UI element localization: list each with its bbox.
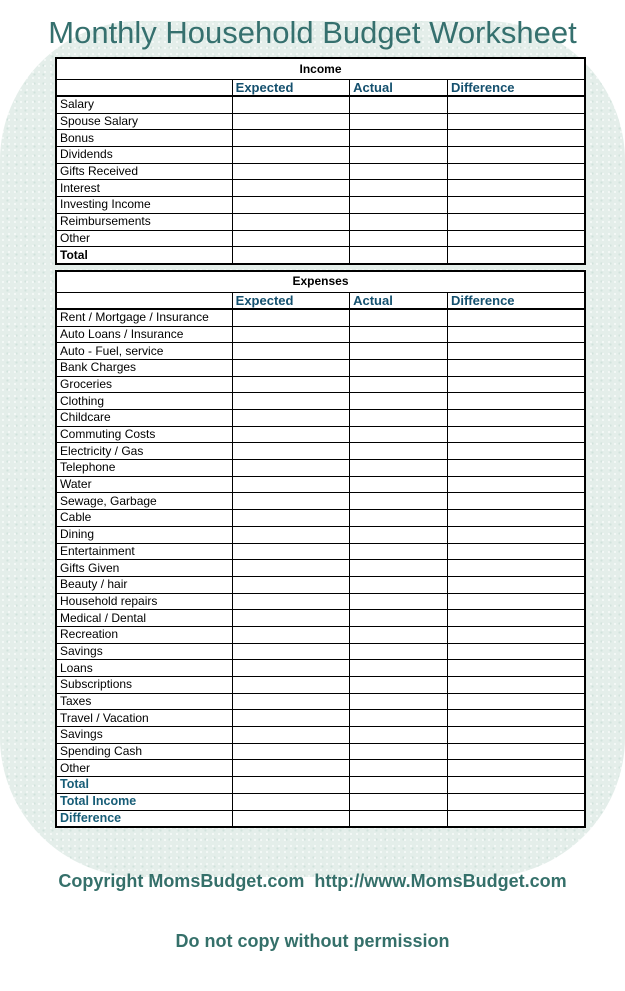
table-row bbox=[56, 376, 585, 393]
value-cell bbox=[447, 493, 585, 510]
row-label: Water bbox=[56, 476, 232, 493]
value-cell bbox=[232, 130, 349, 147]
value-cell bbox=[232, 213, 349, 230]
row-label: Commuting Costs bbox=[56, 426, 232, 443]
value-cell bbox=[350, 376, 448, 393]
value-cell bbox=[232, 493, 349, 510]
value-cell bbox=[447, 643, 585, 660]
row-label: Cable bbox=[56, 510, 232, 527]
value-cell bbox=[350, 343, 448, 360]
value-cell bbox=[232, 197, 349, 214]
value-cell bbox=[447, 147, 585, 164]
value-cell bbox=[350, 163, 448, 180]
value-cell bbox=[350, 793, 448, 810]
value-cell bbox=[232, 247, 349, 264]
value-cell bbox=[232, 643, 349, 660]
table-row bbox=[56, 426, 585, 443]
value-cell bbox=[350, 180, 448, 197]
table-row bbox=[56, 560, 585, 577]
table-row bbox=[56, 343, 585, 360]
table-row bbox=[56, 777, 585, 794]
value-cell bbox=[447, 180, 585, 197]
value-cell bbox=[447, 743, 585, 760]
value-cell bbox=[447, 309, 585, 326]
table-row bbox=[56, 230, 585, 247]
row-label: Spending Cash bbox=[56, 743, 232, 760]
value-cell bbox=[447, 727, 585, 744]
table-row bbox=[56, 543, 585, 560]
value-cell bbox=[350, 593, 448, 610]
row-label: Medical / Dental bbox=[56, 610, 232, 627]
row-label: Loans bbox=[56, 660, 232, 677]
value-cell bbox=[232, 677, 349, 694]
table-row bbox=[56, 247, 585, 264]
copyright-line: Copyright MomsBudget.com http://www.MomsBudget.com bbox=[58, 871, 567, 892]
table-row bbox=[56, 810, 585, 827]
value-cell bbox=[232, 710, 349, 727]
row-label: Total bbox=[56, 777, 232, 794]
value-cell bbox=[350, 777, 448, 794]
row-label: Subscriptions bbox=[56, 677, 232, 694]
value-cell bbox=[447, 476, 585, 493]
value-cell bbox=[232, 576, 349, 593]
value-cell bbox=[350, 426, 448, 443]
row-label: Bonus bbox=[56, 130, 232, 147]
row-label: Childcare bbox=[56, 410, 232, 427]
row-label: Telephone bbox=[56, 460, 232, 477]
row-label: Gifts Received bbox=[56, 163, 232, 180]
value-cell bbox=[350, 727, 448, 744]
row-label: Interest bbox=[56, 180, 232, 197]
permission-line: Do not copy without permission bbox=[175, 931, 450, 952]
value-cell bbox=[350, 309, 448, 326]
value-cell bbox=[447, 460, 585, 477]
row-label: Entertainment bbox=[56, 543, 232, 560]
value-cell bbox=[447, 326, 585, 343]
worksheet-page bbox=[0, 15, 625, 952]
value-cell bbox=[447, 213, 585, 230]
page-title: Monthly Household Budget Worksheet bbox=[48, 15, 577, 50]
value-cell bbox=[350, 230, 448, 247]
table-row bbox=[56, 460, 585, 477]
value-cell bbox=[232, 693, 349, 710]
expected-column-header: Expected bbox=[232, 292, 349, 309]
value-cell bbox=[447, 810, 585, 827]
value-cell bbox=[350, 626, 448, 643]
value-cell bbox=[447, 426, 585, 443]
value-cell bbox=[350, 476, 448, 493]
table-row bbox=[56, 393, 585, 410]
value-cell bbox=[350, 743, 448, 760]
value-cell bbox=[447, 510, 585, 527]
row-label: Taxes bbox=[56, 693, 232, 710]
value-cell bbox=[350, 710, 448, 727]
value-cell bbox=[232, 326, 349, 343]
table-row bbox=[56, 693, 585, 710]
expected-column-header: Expected bbox=[232, 80, 349, 97]
value-cell bbox=[350, 510, 448, 527]
row-label: Auto Loans / Insurance bbox=[56, 326, 232, 343]
table-row bbox=[56, 793, 585, 810]
value-cell bbox=[447, 393, 585, 410]
row-label: Other bbox=[56, 760, 232, 777]
value-cell bbox=[232, 393, 349, 410]
table-row bbox=[56, 526, 585, 543]
value-cell bbox=[232, 343, 349, 360]
income-column-header-row bbox=[56, 80, 585, 97]
value-cell bbox=[232, 510, 349, 527]
value-cell bbox=[232, 460, 349, 477]
value-cell bbox=[232, 96, 349, 113]
table-row bbox=[56, 476, 585, 493]
value-cell bbox=[350, 760, 448, 777]
value-cell bbox=[232, 230, 349, 247]
row-label: Household repairs bbox=[56, 593, 232, 610]
row-label: Total Income bbox=[56, 793, 232, 810]
value-cell bbox=[232, 610, 349, 627]
value-cell bbox=[350, 113, 448, 130]
value-cell bbox=[232, 810, 349, 827]
difference-column-header: Difference bbox=[447, 292, 585, 309]
row-label: Groceries bbox=[56, 376, 232, 393]
income-section-title: Income bbox=[56, 58, 585, 80]
value-cell bbox=[447, 593, 585, 610]
value-cell bbox=[447, 710, 585, 727]
expenses-section-header-row bbox=[56, 271, 585, 293]
value-cell bbox=[350, 576, 448, 593]
table-row bbox=[56, 626, 585, 643]
row-label: Clothing bbox=[56, 393, 232, 410]
table-row bbox=[56, 710, 585, 727]
value-cell bbox=[232, 426, 349, 443]
value-cell bbox=[350, 197, 448, 214]
row-label: Spouse Salary bbox=[56, 113, 232, 130]
value-cell bbox=[232, 660, 349, 677]
value-cell bbox=[350, 643, 448, 660]
row-label: Electricity / Gas bbox=[56, 443, 232, 460]
value-cell bbox=[447, 113, 585, 130]
row-label: Sewage, Garbage bbox=[56, 493, 232, 510]
value-cell bbox=[232, 793, 349, 810]
value-cell bbox=[232, 180, 349, 197]
value-cell bbox=[350, 443, 448, 460]
table-row bbox=[56, 163, 585, 180]
table-row bbox=[56, 213, 585, 230]
value-cell bbox=[350, 460, 448, 477]
value-cell bbox=[232, 543, 349, 560]
income-table bbox=[55, 57, 586, 265]
value-cell bbox=[447, 96, 585, 113]
table-row bbox=[56, 309, 585, 326]
row-label: Gifts Given bbox=[56, 560, 232, 577]
table-row bbox=[56, 130, 585, 147]
expenses-table bbox=[55, 270, 586, 828]
row-label: Dividends bbox=[56, 147, 232, 164]
row-label: Recreation bbox=[56, 626, 232, 643]
value-cell bbox=[232, 476, 349, 493]
value-cell bbox=[350, 810, 448, 827]
value-cell bbox=[447, 247, 585, 264]
row-label: Reimbursements bbox=[56, 213, 232, 230]
row-label: Other bbox=[56, 230, 232, 247]
value-cell bbox=[232, 777, 349, 794]
row-label: Savings bbox=[56, 727, 232, 744]
value-cell bbox=[447, 576, 585, 593]
row-label: Rent / Mortgage / Insurance bbox=[56, 309, 232, 326]
row-label: Salary bbox=[56, 96, 232, 113]
value-cell bbox=[232, 359, 349, 376]
value-cell bbox=[232, 727, 349, 744]
value-cell bbox=[447, 410, 585, 427]
value-cell bbox=[447, 197, 585, 214]
row-label: Savings bbox=[56, 643, 232, 660]
value-cell bbox=[350, 393, 448, 410]
value-cell bbox=[447, 359, 585, 376]
row-label: Auto - Fuel, service bbox=[56, 343, 232, 360]
actual-column-header: Actual bbox=[350, 80, 448, 97]
value-cell bbox=[447, 443, 585, 460]
table-row bbox=[56, 593, 585, 610]
value-cell bbox=[447, 693, 585, 710]
value-cell bbox=[447, 163, 585, 180]
table-row bbox=[56, 326, 585, 343]
table-row bbox=[56, 610, 585, 627]
table-row bbox=[56, 197, 585, 214]
value-cell bbox=[350, 96, 448, 113]
table-row bbox=[56, 660, 585, 677]
row-label-header bbox=[56, 80, 232, 97]
value-cell bbox=[232, 593, 349, 610]
value-cell bbox=[350, 543, 448, 560]
table-row bbox=[56, 677, 585, 694]
table-row bbox=[56, 96, 585, 113]
value-cell bbox=[350, 660, 448, 677]
value-cell bbox=[232, 760, 349, 777]
value-cell bbox=[447, 660, 585, 677]
value-cell bbox=[232, 626, 349, 643]
value-cell bbox=[350, 493, 448, 510]
value-cell bbox=[232, 526, 349, 543]
difference-column-header: Difference bbox=[447, 80, 585, 97]
value-cell bbox=[447, 793, 585, 810]
value-cell bbox=[447, 777, 585, 794]
table-row bbox=[56, 359, 585, 376]
value-cell bbox=[350, 677, 448, 694]
value-cell bbox=[232, 743, 349, 760]
table-row bbox=[56, 643, 585, 660]
value-cell bbox=[350, 693, 448, 710]
value-cell bbox=[447, 560, 585, 577]
row-label-header bbox=[56, 292, 232, 309]
value-cell bbox=[447, 230, 585, 247]
value-cell bbox=[232, 163, 349, 180]
row-label: Bank Charges bbox=[56, 359, 232, 376]
table-row bbox=[56, 743, 585, 760]
table-row bbox=[56, 576, 585, 593]
value-cell bbox=[447, 610, 585, 627]
value-cell bbox=[447, 760, 585, 777]
table-row bbox=[56, 410, 585, 427]
value-cell bbox=[350, 410, 448, 427]
expenses-section-title: Expenses bbox=[56, 271, 585, 293]
table-row bbox=[56, 510, 585, 527]
actual-column-header: Actual bbox=[350, 292, 448, 309]
value-cell bbox=[447, 626, 585, 643]
value-cell bbox=[232, 560, 349, 577]
value-cell bbox=[447, 526, 585, 543]
value-cell bbox=[350, 359, 448, 376]
row-label: Difference bbox=[56, 810, 232, 827]
value-cell bbox=[350, 213, 448, 230]
value-cell bbox=[232, 443, 349, 460]
value-cell bbox=[350, 130, 448, 147]
income-section-header-row bbox=[56, 58, 585, 80]
value-cell bbox=[350, 610, 448, 627]
row-label: Travel / Vacation bbox=[56, 710, 232, 727]
value-cell bbox=[447, 376, 585, 393]
row-label: Investing Income bbox=[56, 197, 232, 214]
value-cell bbox=[447, 343, 585, 360]
table-row bbox=[56, 493, 585, 510]
value-cell bbox=[447, 677, 585, 694]
table-row bbox=[56, 727, 585, 744]
value-cell bbox=[350, 560, 448, 577]
row-label: Total bbox=[56, 247, 232, 264]
table-row bbox=[56, 147, 585, 164]
table-row bbox=[56, 180, 585, 197]
table-row bbox=[56, 113, 585, 130]
value-cell bbox=[232, 410, 349, 427]
value-cell bbox=[350, 326, 448, 343]
expenses-column-header-row bbox=[56, 292, 585, 309]
value-cell bbox=[350, 147, 448, 164]
value-cell bbox=[232, 376, 349, 393]
table-row bbox=[56, 760, 585, 777]
value-cell bbox=[232, 147, 349, 164]
value-cell bbox=[232, 113, 349, 130]
value-cell bbox=[447, 130, 585, 147]
value-cell bbox=[232, 309, 349, 326]
value-cell bbox=[350, 526, 448, 543]
row-label: Beauty / hair bbox=[56, 576, 232, 593]
table-row bbox=[56, 443, 585, 460]
value-cell bbox=[447, 543, 585, 560]
row-label: Dining bbox=[56, 526, 232, 543]
value-cell bbox=[350, 247, 448, 264]
